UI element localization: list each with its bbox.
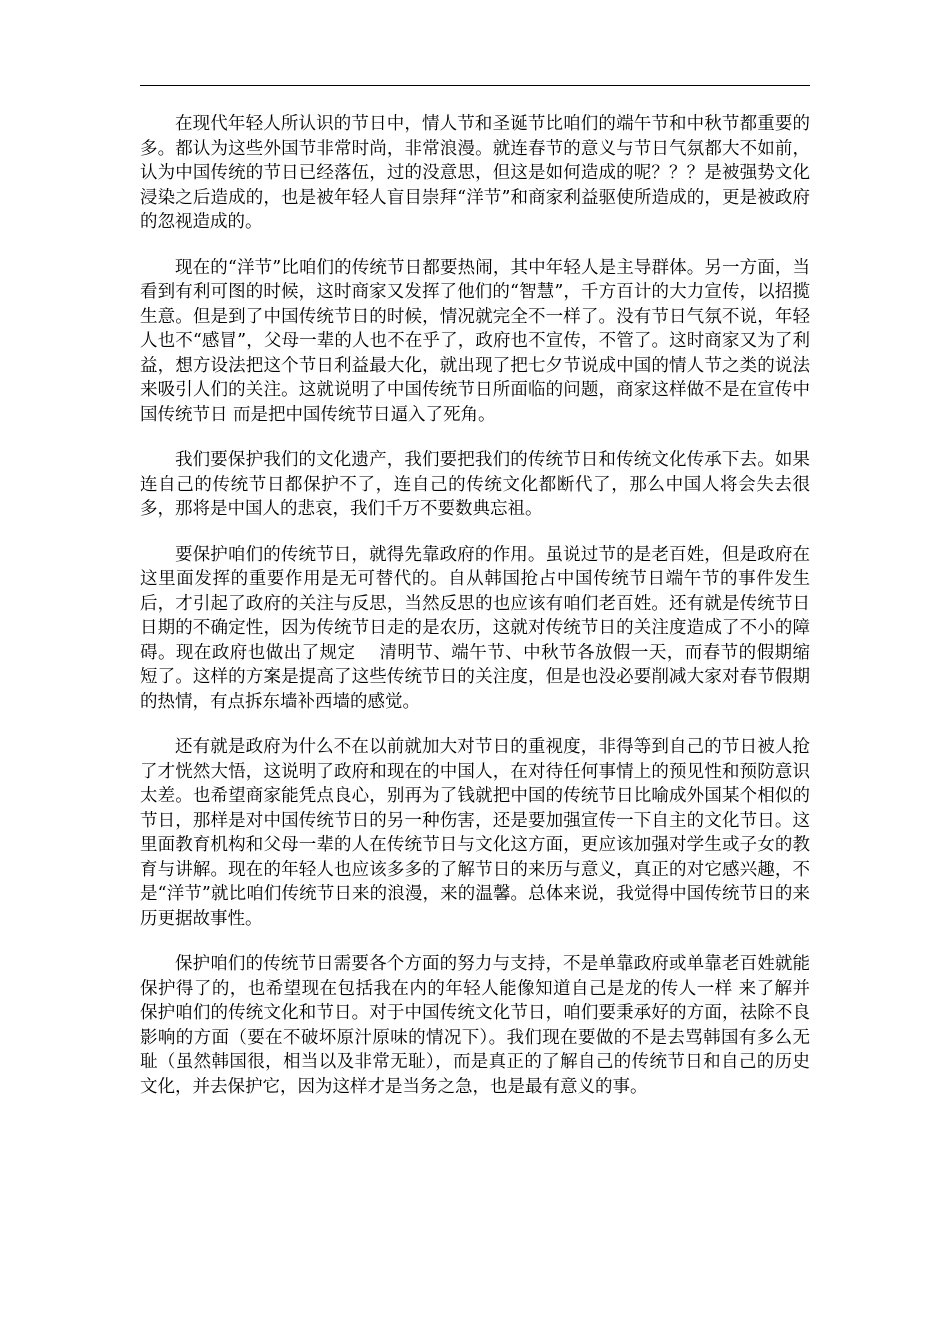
header-rule <box>140 85 810 86</box>
article-body <box>140 112 810 1099</box>
paragraph-4: 要保护咱们的传统节日，就得先靠政府的作用。虽说过节的是老百姓，但是政府在这里面发挥的重要作用是无可替代的。自从韩国抢占中国传统节日端午节的事件发生后，才引起了政府的关注与反思，当然反思的也应该有咱们老百姓。还有就是传统节日日期的不确定性，因为传统节日走的是农历，这就对传统节日的关注度造成了不小的障碍。现在政府也做出了规定 清明节、端午节、中秋节各放假一天，而春节的假期缩短了。这样的方案是提高了这些传统节日的关注度，但是也没必要削减大家对春节假期的热情，有点拆东墙补西墙的感觉。 <box>140 544 810 712</box>
paragraph-3: 我们要保护我们的文化遗产，我们要把我们的传统节日和传统文化传承下去。如果连自己的传统节日都保护不了，连自己的传统文化都断代了，那么中国人将会失去很多，那将是中国人的悲哀，我们千万不要数典忘祖。 <box>140 450 810 519</box>
paragraph-6: 保护咱们的传统节日需要各个方面的努力与支持，不是单靠政府或单靠老百姓就能保护得了的，也希望现在包括我在内的年轻人能像知道自己是龙的传人一样 来了解并保护咱们的传统文化和节日。对于中国传统文化节日，咱们要秉承好的方面，祛除不良影响的方面（要在不破坏原汁原味的情况下）。我们现在要做的不是去骂韩国有多么无耻（虽然韩国很，相当以及非常无耻），而是真正的了解自己的传统节日和自己的历史文化，并去保护它，因为这样才是当务之急，也是最有意义的事。 <box>140 954 810 1097</box>
paragraph-5: 还有就是政府为什么不在以前就加大对节日的重视度，非得等到自己的节日被人抢了才恍然大悟，这说明了政府和现在的中国人，在对待任何事情上的预见性和预防意识太差。也希望商家能凭点良心，别再为了钱就把中国的传统节日比喻成外国某个相似的节日，那样是对中国传统节日的另一种伤害，还是要加强宣传一下自主的文化节日。这里面教育机构和父母一辈的人在传统节日与文化这方面，更应该加强对学生或子女的教育与讲解。现在的年轻人也应该多多的了解节日的来历与意义，真正的对它感兴趣，不是“洋节”就比咱们传统节日来的浪漫，来的温馨。总体来说，我觉得中国传统节日的来历更据故事性。 <box>140 737 810 929</box>
paragraph-1: 在现代年轻人所认识的节日中，情人节和圣诞节比咱们的端午节和中秋节都重要的多。都认为这些外国节非常时尚，非常浪漫。就连春节的意义与节日气氛都大不如前，认为中国传统的节日已经落伍，过的没意思，但这是如何造成的呢？？？是被强势文化浸染之后造成的，也是被年轻人盲目崇拜“洋节”和商家利益驱使所造成的，更是被政府的忽视造成的。 <box>140 114 810 232</box>
paragraph-2: 现在的“洋节”比咱们的传统节日都要热闹，其中年轻人是主导群体。另一方面，当看到有利可图的时候，这时商家又发挥了他们的“智慧”，千方百计的大力宣传，以招揽生意。但是到了中国传统节日的时候，情况就完全不一样了。没有节日气氛不说，年轻人也不“感冒”，父母一辈的人也不在乎了，政府也不宣传，不管了。这时商家又为了利益，想方设法把这个节日利益最大化，就出现了把七夕节说成中国的情人节之类的说法来吸引人们的关注。这就说明了中国传统节日所面临的问题，商家这样做不是在宣传中国传统节日 而是把中国传统节日逼入了死角。 <box>140 257 810 425</box>
